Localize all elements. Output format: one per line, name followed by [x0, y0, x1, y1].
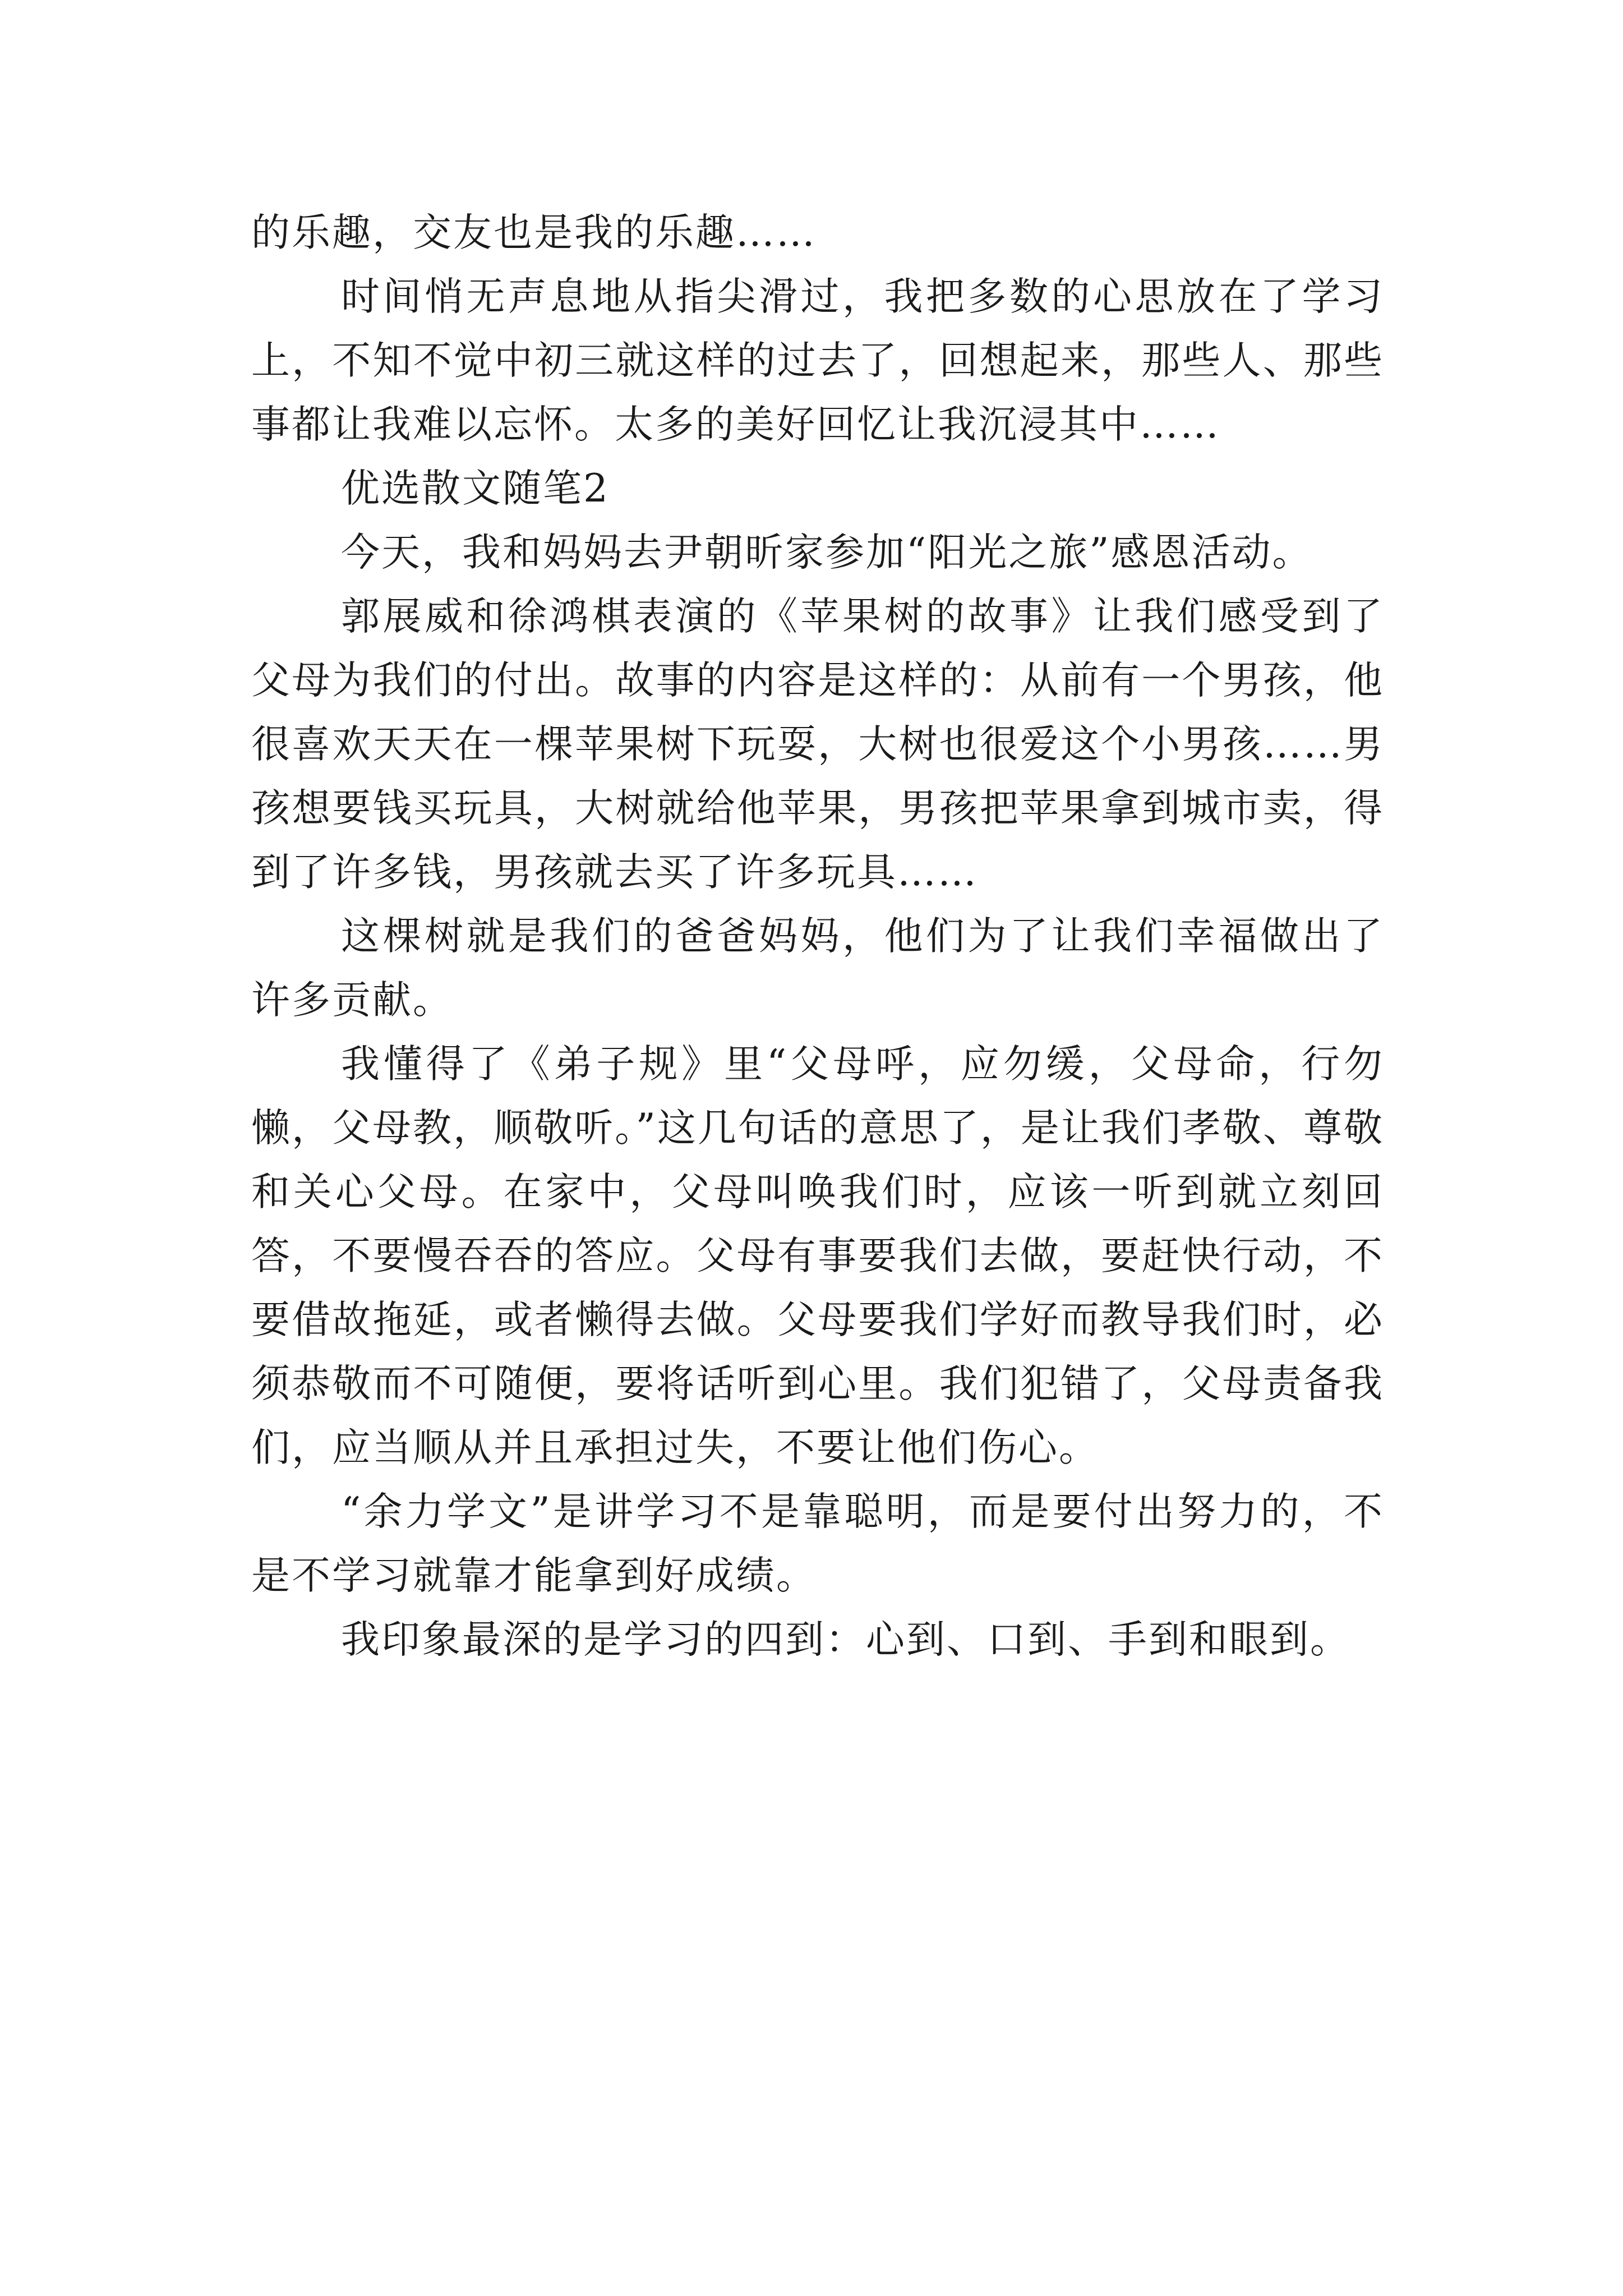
paragraph: 今天，我和妈妈去尹朝昕家参加“阳光之旅”感恩活动。: [341, 530, 1313, 575]
paragraph: 这棵树就是我们的爸爸妈妈，他们为了让我们幸福做出了许多贡献。: [251, 914, 1384, 1023]
paragraph: 时间悄无声息地从指尖滑过，我把多数的心思放在了学习上，不知不觉中初三就这样的过去了，回想起来，那些人、那些事都让我难以忘怀。太多的美好回忆让我沉浸其中……: [251, 274, 1384, 447]
essay-body: [251, 201, 1384, 1672]
section-heading: 优选散文随笔2: [341, 466, 610, 511]
paragraph: 的乐趣，交友也是我的乐趣……: [251, 210, 817, 255]
paragraph: 我懂得了《弟子规》里“父母呼，应勿缓，父母命，行勿懒，父母教，顺敬听。”这几句话的意思了，是让我们孝敬、尊敬和关心父母。在家中，父母叫唤我们时，应该一听到就立刻回答，不要慢吞吞的答应。父母有事要我们去做，要赶快行动，不要借故拖延，或者懒得去做。父母要我们学好而教导我们时，必须恭敬而不可随便，要将话听到心里。我们犯错了，父母责备我们，应当顺从并且承担过失，不要让他们伤心。: [251, 1042, 1384, 1470]
paragraph: “余力学文”是讲学习不是靠聪明，而是要付出努力的，不是不学习就靠才能拿到好成绩。: [251, 1489, 1384, 1598]
paragraph: 我印象最深的是学习的四到：心到、口到、手到和眼到。: [341, 1617, 1350, 1662]
paragraph: 郭展威和徐鸿棋表演的《苹果树的故事》让我们感受到了父母为我们的付出。故事的内容是这样的：从前有一个男孩，他很喜欢天天在一棵苹果树下玩耍，大树也很爱这个小男孩……男孩想要钱买玩具，大树就给他苹果，男孩把苹果拿到城市卖，得到了许多钱，男孩就去买了许多玩具……: [251, 594, 1384, 895]
